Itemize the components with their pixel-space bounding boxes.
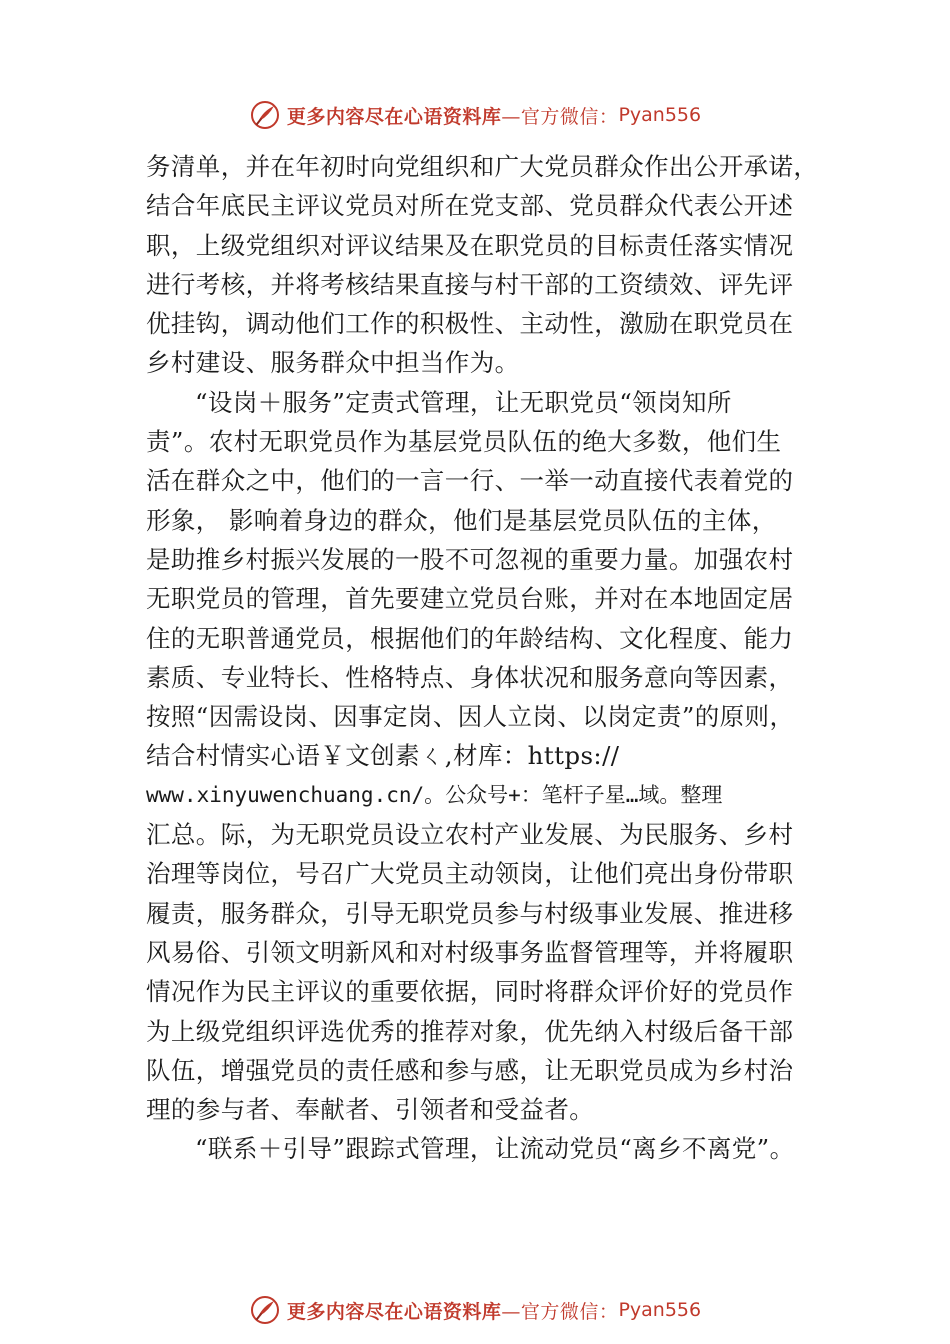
body-line: 住的无职普通党员，根据他们的年龄结构、文化程度、能力 (146, 623, 794, 653)
paragraph-start-line: “设岗＋服务”定责式管理，让无职党员“领岗知所 (195, 387, 732, 417)
header-watermark-banner (0, 95, 950, 135)
body-line: 活在群众之中，他们的一言一行、一举一动直接代表着党的 (146, 466, 794, 496)
document-body (146, 147, 826, 1169)
quill-logo-icon (249, 1294, 281, 1326)
body-line: 职，上级党组织对评议结果及在职党员的目标责任落实情况 (146, 230, 794, 260)
body-line: 队伍，增强党员的责任感和参与感，让无职党员成为乡村治 (146, 1055, 794, 1085)
paragraph-start-line: “联系＋引导”跟踪式管理，让流动党员“离乡不离党”。 (195, 1134, 795, 1164)
banner-wechat-id: Pyan556 (618, 104, 702, 126)
body-line: 素质、专业特长、性格特点、身体状况和服务意向等因素， (146, 662, 794, 692)
banner-library-text: 更多内容尽在心语资料库 (286, 1300, 502, 1323)
body-line: 形象， 影响着身边的群众，他们是基层党员队伍的主体， (146, 505, 777, 535)
body-line: 为上级党组织评选优秀的推荐对象，优先纳入村级后备干部 (146, 1016, 794, 1046)
body-line: 务清单，并在年初时向党组织和广大党员群众作出公开承诺， (146, 152, 819, 181)
body-line: 乡村建设、服务群众中担当作为。 (146, 348, 520, 378)
banner-wechat-id: Pyan556 (618, 1299, 702, 1321)
banner-wechat-label: —官方微信： (501, 105, 619, 128)
footer-watermark-banner (0, 1290, 950, 1330)
body-line: 履责，服务群众，引导无职党员参与村级事业发展、推进移 (146, 898, 794, 928)
body-line: 优挂钩，调动他们工作的积极性、主动性，激励在职党员在 (146, 309, 794, 339)
body-line: 治理等岗位，号召广大党员主动领岗，让他们亮出身份带职 (146, 859, 794, 889)
body-line: 结合村情实心语￥文创素ㄑ,材库：https:// (146, 741, 620, 771)
body-line: 责”。农村无职党员作为基层党员队伍的绝大多数，他们生 (146, 427, 782, 457)
banner-library-text: 更多内容尽在心语资料库 (286, 105, 502, 128)
body-line: 理的参与者、奉献者、引领者和受益者。 (146, 1095, 595, 1125)
body-line: 是助推乡村振兴发展的一股不可忽视的重要力量。加强农村 (146, 544, 794, 574)
body-line: 风易俗、引领文明新风和对村级事务监督管理等，并将履职 (146, 937, 794, 967)
body-line: 进行考核，并将考核结果直接与村干部的工资绩效、评先评 (146, 269, 794, 299)
body-line: 结合年底民主评议党员对所在党支部、党员群众代表公开述 (146, 191, 794, 221)
banner-wechat-label: —官方微信： (501, 1300, 619, 1323)
quill-logo-icon (249, 99, 281, 131)
body-line: 无职党员的管理，首先要建立党员台账，并对在本地固定居 (146, 584, 794, 614)
body-line: 汇总。际，为无职党员设立农村产业发展、为民服务、乡村 (146, 820, 794, 850)
body-line-url: www.xinyuwenchuang.cn/。公众号+：笔杆子星…域。整理 (146, 782, 723, 807)
body-line: 按照“因需设岗、因事定岗、因人立岗、以岗定责”的原则， (146, 702, 795, 732)
body-line: 情况作为民主评议的重要依据，同时将群众评价好的党员作 (146, 977, 794, 1007)
